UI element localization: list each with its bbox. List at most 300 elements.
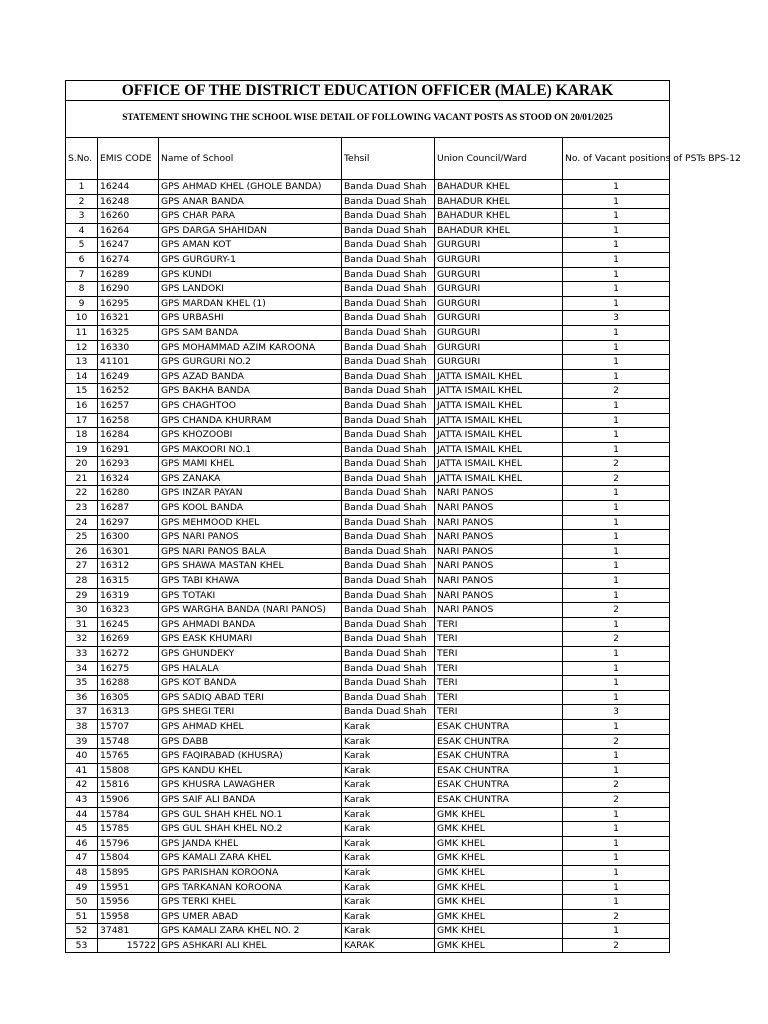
table-row	[66, 267, 670, 282]
cell-sno: 18	[66, 428, 98, 443]
cell-emis: 16248	[98, 194, 159, 209]
cell-school: GPS JANDA KHEL	[159, 836, 342, 851]
cell-union-council: GURGURI	[435, 238, 563, 253]
cell-vacant: 1	[563, 369, 670, 384]
cell-union-council: JATTA ISMAIL KHEL	[435, 442, 563, 457]
cell-sno: 15	[66, 384, 98, 399]
cell-school: GPS ASHKARI ALI KHEL	[159, 938, 342, 953]
table-row	[66, 778, 670, 793]
cell-emis: 15816	[98, 778, 159, 793]
cell-sno: 26	[66, 544, 98, 559]
cell-union-council: JATTA ISMAIL KHEL	[435, 413, 563, 428]
cell-vacant: 2	[563, 603, 670, 618]
cell-emis: 16257	[98, 398, 159, 413]
cell-vacant: 1	[563, 690, 670, 705]
cell-sno: 41	[66, 763, 98, 778]
cell-tehsil: Banda Duad Shah	[342, 296, 435, 311]
table-row	[66, 909, 670, 924]
cell-vacant: 1	[563, 325, 670, 340]
cell-sno: 2	[66, 194, 98, 209]
cell-union-council: JATTA ISMAIL KHEL	[435, 398, 563, 413]
cell-emis: 16258	[98, 413, 159, 428]
table-row	[66, 617, 670, 632]
cell-sno: 19	[66, 442, 98, 457]
table-row	[66, 851, 670, 866]
cell-tehsil: Karak	[342, 734, 435, 749]
cell-school: GPS GURGURI NO.2	[159, 355, 342, 370]
cell-sno: 29	[66, 588, 98, 603]
table-row	[66, 515, 670, 530]
subtitle-row	[66, 101, 670, 138]
cell-school: GPS GUL SHAH KHEL NO.2	[159, 822, 342, 837]
table-row	[66, 763, 670, 778]
cell-union-council: GMK KHEL	[435, 807, 563, 822]
cell-emis: 16325	[98, 325, 159, 340]
cell-emis: 15906	[98, 792, 159, 807]
cell-union-council: NARI PANOS	[435, 559, 563, 574]
cell-school: GPS NARI PANOS	[159, 530, 342, 545]
table-row	[66, 282, 670, 297]
cell-vacant: 2	[563, 632, 670, 647]
cell-emis: 16244	[98, 180, 159, 195]
cell-sno: 9	[66, 296, 98, 311]
table-row	[66, 369, 670, 384]
cell-tehsil: Banda Duad Shah	[342, 180, 435, 195]
cell-tehsil: Karak	[342, 909, 435, 924]
cell-tehsil: Karak	[342, 778, 435, 793]
cell-union-council: GURGURI	[435, 355, 563, 370]
cell-emis: 16315	[98, 574, 159, 589]
cell-vacant: 1	[563, 413, 670, 428]
cell-vacant: 1	[563, 661, 670, 676]
table-row	[66, 705, 670, 720]
cell-vacant: 1	[563, 749, 670, 764]
cell-sno: 32	[66, 632, 98, 647]
cell-tehsil: Banda Duad Shah	[342, 690, 435, 705]
cell-union-council: GURGURI	[435, 311, 563, 326]
cell-school: GPS FAQIRABAD (KHUSRA)	[159, 749, 342, 764]
cell-school: GPS TARKANAN KOROONA	[159, 880, 342, 895]
cell-tehsil: Karak	[342, 763, 435, 778]
cell-sno: 51	[66, 909, 98, 924]
cell-emis: 15951	[98, 880, 159, 895]
cell-vacant: 3	[563, 705, 670, 720]
cell-emis: 15958	[98, 909, 159, 924]
cell-emis: 16272	[98, 647, 159, 662]
cell-vacant: 1	[563, 647, 670, 662]
cell-emis: 16249	[98, 369, 159, 384]
cell-emis: 16284	[98, 428, 159, 443]
cell-union-council: BAHADUR KHEL	[435, 180, 563, 195]
cell-vacant: 1	[563, 180, 670, 195]
cell-vacant: 1	[563, 924, 670, 939]
cell-school: GPS ANAR BANDA	[159, 194, 342, 209]
cell-emis: 41101	[98, 355, 159, 370]
cell-vacant: 1	[563, 719, 670, 734]
cell-tehsil: Banda Duad Shah	[342, 194, 435, 209]
cell-vacant: 2	[563, 471, 670, 486]
cell-school: GPS KANDU KHEL	[159, 763, 342, 778]
cell-vacant: 1	[563, 340, 670, 355]
cell-union-council: NARI PANOS	[435, 515, 563, 530]
cell-emis: 15722	[98, 938, 159, 953]
cell-emis: 16312	[98, 559, 159, 574]
title-row	[66, 81, 670, 101]
header-row	[66, 138, 670, 180]
cell-sno: 6	[66, 252, 98, 267]
cell-sno: 20	[66, 457, 98, 472]
table-row	[66, 194, 670, 209]
cell-school: GPS SHEGI TERI	[159, 705, 342, 720]
table-row	[66, 822, 670, 837]
cell-tehsil: Banda Duad Shah	[342, 486, 435, 501]
cell-union-council: BAHADUR KHEL	[435, 209, 563, 224]
cell-school: GPS KHUSRA LAWAGHER	[159, 778, 342, 793]
cell-emis: 16293	[98, 457, 159, 472]
cell-tehsil: Karak	[342, 895, 435, 910]
cell-tehsil: Banda Duad Shah	[342, 223, 435, 238]
cell-emis: 16275	[98, 661, 159, 676]
cell-emis: 15707	[98, 719, 159, 734]
cell-school: GPS KHOZOOBI	[159, 428, 342, 443]
cell-tehsil: Karak	[342, 924, 435, 939]
header-emis: EMIS CODE	[98, 138, 159, 180]
cell-sno: 11	[66, 325, 98, 340]
cell-union-council: TERI	[435, 647, 563, 662]
cell-union-council: BAHADUR KHEL	[435, 194, 563, 209]
cell-school: GPS URBASHI	[159, 311, 342, 326]
cell-school: GPS AZAD BANDA	[159, 369, 342, 384]
cell-tehsil: Banda Duad Shah	[342, 457, 435, 472]
cell-tehsil: Karak	[342, 865, 435, 880]
cell-tehsil: Banda Duad Shah	[342, 428, 435, 443]
cell-school: GPS MOHAMMAD AZIM KAROONA	[159, 340, 342, 355]
document-subtitle: STATEMENT SHOWING THE SCHOOL WISE DETAIL OF FOLLOWING VACANT POSTS AS STOOD ON 20/01/2025	[66, 101, 670, 138]
cell-emis: 16247	[98, 238, 159, 253]
cell-tehsil: Banda Duad Shah	[342, 369, 435, 384]
cell-tehsil: Banda Duad Shah	[342, 647, 435, 662]
cell-vacant: 1	[563, 501, 670, 516]
cell-emis: 16323	[98, 603, 159, 618]
cell-union-council: NARI PANOS	[435, 501, 563, 516]
cell-union-council: GURGURI	[435, 267, 563, 282]
cell-sno: 36	[66, 690, 98, 705]
cell-emis: 37481	[98, 924, 159, 939]
cell-union-council: JATTA ISMAIL KHEL	[435, 457, 563, 472]
cell-union-council: NARI PANOS	[435, 486, 563, 501]
table-row	[66, 880, 670, 895]
cell-school: GPS DABB	[159, 734, 342, 749]
cell-union-council: ESAK CHUNTRA	[435, 778, 563, 793]
cell-union-council: GMK KHEL	[435, 836, 563, 851]
header-school: Name of School	[159, 138, 342, 180]
cell-union-council: GMK KHEL	[435, 924, 563, 939]
cell-union-council: NARI PANOS	[435, 603, 563, 618]
vacant-posts-table	[65, 80, 741, 953]
cell-sno: 47	[66, 851, 98, 866]
cell-school: GPS KOT BANDA	[159, 676, 342, 691]
cell-sno: 37	[66, 705, 98, 720]
table-row	[66, 924, 670, 939]
cell-sno: 53	[66, 938, 98, 953]
cell-vacant: 1	[563, 209, 670, 224]
cell-sno: 30	[66, 603, 98, 618]
cell-tehsil: Banda Duad Shah	[342, 282, 435, 297]
cell-sno: 48	[66, 865, 98, 880]
cell-union-council: ESAK CHUNTRA	[435, 734, 563, 749]
cell-union-council: JATTA ISMAIL KHEL	[435, 384, 563, 399]
cell-sno: 13	[66, 355, 98, 370]
cell-tehsil: Banda Duad Shah	[342, 325, 435, 340]
header-union-council: Union Council/Ward	[435, 138, 563, 180]
cell-vacant: 1	[563, 252, 670, 267]
cell-sno: 25	[66, 530, 98, 545]
cell-emis: 16288	[98, 676, 159, 691]
cell-union-council: GMK KHEL	[435, 895, 563, 910]
cell-sno: 52	[66, 924, 98, 939]
cell-vacant: 1	[563, 865, 670, 880]
table-row	[66, 486, 670, 501]
cell-school: GPS TERKI KHEL	[159, 895, 342, 910]
table-row	[66, 792, 670, 807]
table-row	[66, 749, 670, 764]
cell-union-council: NARI PANOS	[435, 588, 563, 603]
cell-emis: 15956	[98, 895, 159, 910]
table-row	[66, 530, 670, 545]
cell-vacant: 1	[563, 544, 670, 559]
cell-emis: 16280	[98, 486, 159, 501]
table-row	[66, 238, 670, 253]
cell-tehsil: Banda Duad Shah	[342, 398, 435, 413]
cell-tehsil: Karak	[342, 807, 435, 822]
cell-school: GPS MAMI KHEL	[159, 457, 342, 472]
cell-tehsil: Banda Duad Shah	[342, 676, 435, 691]
cell-school: GPS EASK KHUMARI	[159, 632, 342, 647]
cell-school: GPS SAIF ALI BANDA	[159, 792, 342, 807]
cell-tehsil: Banda Duad Shah	[342, 559, 435, 574]
cell-sno: 8	[66, 282, 98, 297]
header-tehsil: Tehsil	[342, 138, 435, 180]
cell-tehsil: Karak	[342, 792, 435, 807]
cell-tehsil: Banda Duad Shah	[342, 632, 435, 647]
cell-school: GPS KAMALI ZARA KHEL NO. 2	[159, 924, 342, 939]
cell-tehsil: Karak	[342, 749, 435, 764]
cell-sno: 16	[66, 398, 98, 413]
cell-school: GPS GURGURY-1	[159, 252, 342, 267]
cell-emis: 15784	[98, 807, 159, 822]
cell-tehsil: Karak	[342, 836, 435, 851]
cell-union-council: NARI PANOS	[435, 530, 563, 545]
cell-emis: 15804	[98, 851, 159, 866]
cell-emis: 16301	[98, 544, 159, 559]
cell-emis: 16287	[98, 501, 159, 516]
table-row	[66, 588, 670, 603]
table-row	[66, 544, 670, 559]
cell-tehsil: Banda Duad Shah	[342, 384, 435, 399]
cell-emis: 16295	[98, 296, 159, 311]
cell-union-council: ESAK CHUNTRA	[435, 792, 563, 807]
cell-vacant: 1	[563, 515, 670, 530]
cell-tehsil: Banda Duad Shah	[342, 617, 435, 632]
cell-emis: 16330	[98, 340, 159, 355]
cell-sno: 33	[66, 647, 98, 662]
cell-sno: 24	[66, 515, 98, 530]
table-row	[66, 180, 670, 195]
cell-vacant: 3	[563, 311, 670, 326]
cell-vacant: 1	[563, 588, 670, 603]
cell-emis: 16305	[98, 690, 159, 705]
cell-sno: 14	[66, 369, 98, 384]
cell-union-council: GURGURI	[435, 340, 563, 355]
table-row	[66, 661, 670, 676]
cell-emis: 16321	[98, 311, 159, 326]
table-row	[66, 457, 670, 472]
cell-vacant: 2	[563, 792, 670, 807]
cell-school: GPS MARDAN KHEL (1)	[159, 296, 342, 311]
table-row	[66, 836, 670, 851]
cell-vacant: 1	[563, 836, 670, 851]
cell-union-council: GMK KHEL	[435, 909, 563, 924]
table-row	[66, 384, 670, 399]
header-sno: S.No.	[66, 138, 98, 180]
cell-tehsil: Banda Duad Shah	[342, 355, 435, 370]
cell-vacant: 2	[563, 734, 670, 749]
cell-tehsil: Banda Duad Shah	[342, 442, 435, 457]
cell-tehsil: Banda Duad Shah	[342, 267, 435, 282]
cell-vacant: 1	[563, 267, 670, 282]
table-row	[66, 252, 670, 267]
cell-school: GPS MEHMOOD KHEL	[159, 515, 342, 530]
cell-school: GPS LANDOKI	[159, 282, 342, 297]
cell-union-council: ESAK CHUNTRA	[435, 749, 563, 764]
cell-tehsil: Banda Duad Shah	[342, 603, 435, 618]
cell-vacant: 1	[563, 851, 670, 866]
header-vacant: No. of Vacant positions of PSTs BPS-12	[563, 138, 670, 180]
table-row	[66, 413, 670, 428]
cell-vacant: 1	[563, 486, 670, 501]
cell-vacant: 1	[563, 676, 670, 691]
cell-emis: 16290	[98, 282, 159, 297]
cell-union-council: GMK KHEL	[435, 938, 563, 953]
cell-emis: 15785	[98, 822, 159, 837]
cell-tehsil: Banda Duad Shah	[342, 588, 435, 603]
cell-vacant: 1	[563, 617, 670, 632]
cell-emis: 16313	[98, 705, 159, 720]
cell-tehsil: Banda Duad Shah	[342, 413, 435, 428]
cell-school: GPS GHUNDEKY	[159, 647, 342, 662]
cell-school: GPS CHAR PARA	[159, 209, 342, 224]
cell-union-council: GURGURI	[435, 325, 563, 340]
table-row	[66, 325, 670, 340]
table-row	[66, 442, 670, 457]
table-row	[66, 428, 670, 443]
table-row	[66, 895, 670, 910]
cell-school: GPS TABI KHAWA	[159, 574, 342, 589]
cell-vacant: 1	[563, 282, 670, 297]
cell-sno: 45	[66, 822, 98, 837]
table-row	[66, 603, 670, 618]
cell-sno: 1	[66, 180, 98, 195]
cell-union-council: ESAK CHUNTRA	[435, 763, 563, 778]
cell-vacant: 1	[563, 296, 670, 311]
table-row	[66, 734, 670, 749]
cell-vacant: 1	[563, 574, 670, 589]
cell-sno: 42	[66, 778, 98, 793]
cell-tehsil: Banda Duad Shah	[342, 661, 435, 676]
cell-school: GPS PARISHAN KOROONA	[159, 865, 342, 880]
cell-school: GPS ZANAKA	[159, 471, 342, 486]
cell-emis: 15765	[98, 749, 159, 764]
cell-sno: 23	[66, 501, 98, 516]
cell-school: GPS DARGA SHAHIDAN	[159, 223, 342, 238]
cell-tehsil: Banda Duad Shah	[342, 311, 435, 326]
cell-vacant: 1	[563, 895, 670, 910]
cell-union-council: JATTA ISMAIL KHEL	[435, 471, 563, 486]
cell-union-council: GMK KHEL	[435, 865, 563, 880]
cell-emis: 16291	[98, 442, 159, 457]
cell-tehsil: Banda Duad Shah	[342, 238, 435, 253]
cell-school: GPS TOTAKI	[159, 588, 342, 603]
cell-sno: 27	[66, 559, 98, 574]
cell-emis: 16300	[98, 530, 159, 545]
cell-union-council: NARI PANOS	[435, 574, 563, 589]
cell-vacant: 1	[563, 355, 670, 370]
cell-school: GPS AMAN KOT	[159, 238, 342, 253]
table-row	[66, 632, 670, 647]
cell-sno: 28	[66, 574, 98, 589]
cell-vacant: 2	[563, 457, 670, 472]
table-row	[66, 559, 670, 574]
cell-sno: 21	[66, 471, 98, 486]
cell-school: GPS HALALA	[159, 661, 342, 676]
cell-sno: 10	[66, 311, 98, 326]
cell-emis: 15796	[98, 836, 159, 851]
cell-emis: 16319	[98, 588, 159, 603]
cell-vacant: 1	[563, 822, 670, 837]
table-row	[66, 647, 670, 662]
cell-school: GPS WARGHA BANDA (NARI PANOS)	[159, 603, 342, 618]
cell-sno: 3	[66, 209, 98, 224]
cell-school: GPS SAM BANDA	[159, 325, 342, 340]
cell-sno: 39	[66, 734, 98, 749]
cell-sno: 44	[66, 807, 98, 822]
cell-union-council: JATTA ISMAIL KHEL	[435, 369, 563, 384]
cell-union-council: GMK KHEL	[435, 880, 563, 895]
table-row	[66, 311, 670, 326]
cell-sno: 17	[66, 413, 98, 428]
cell-tehsil: Banda Duad Shah	[342, 252, 435, 267]
cell-school: GPS AHMADI BANDA	[159, 617, 342, 632]
cell-union-council: TERI	[435, 632, 563, 647]
cell-sno: 50	[66, 895, 98, 910]
cell-tehsil: Banda Duad Shah	[342, 544, 435, 559]
cell-emis: 16324	[98, 471, 159, 486]
cell-union-council: GURGURI	[435, 252, 563, 267]
cell-emis: 16245	[98, 617, 159, 632]
table-row	[66, 574, 670, 589]
cell-school: GPS AHMAD KHEL	[159, 719, 342, 734]
cell-tehsil: Karak	[342, 822, 435, 837]
cell-tehsil: Banda Duad Shah	[342, 574, 435, 589]
cell-school: GPS CHAGHTOO	[159, 398, 342, 413]
table-row	[66, 676, 670, 691]
cell-tehsil: Banda Duad Shah	[342, 501, 435, 516]
cell-tehsil: Banda Duad Shah	[342, 209, 435, 224]
cell-emis: 16274	[98, 252, 159, 267]
cell-vacant: 2	[563, 384, 670, 399]
cell-tehsil: Banda Duad Shah	[342, 530, 435, 545]
cell-vacant: 1	[563, 530, 670, 545]
